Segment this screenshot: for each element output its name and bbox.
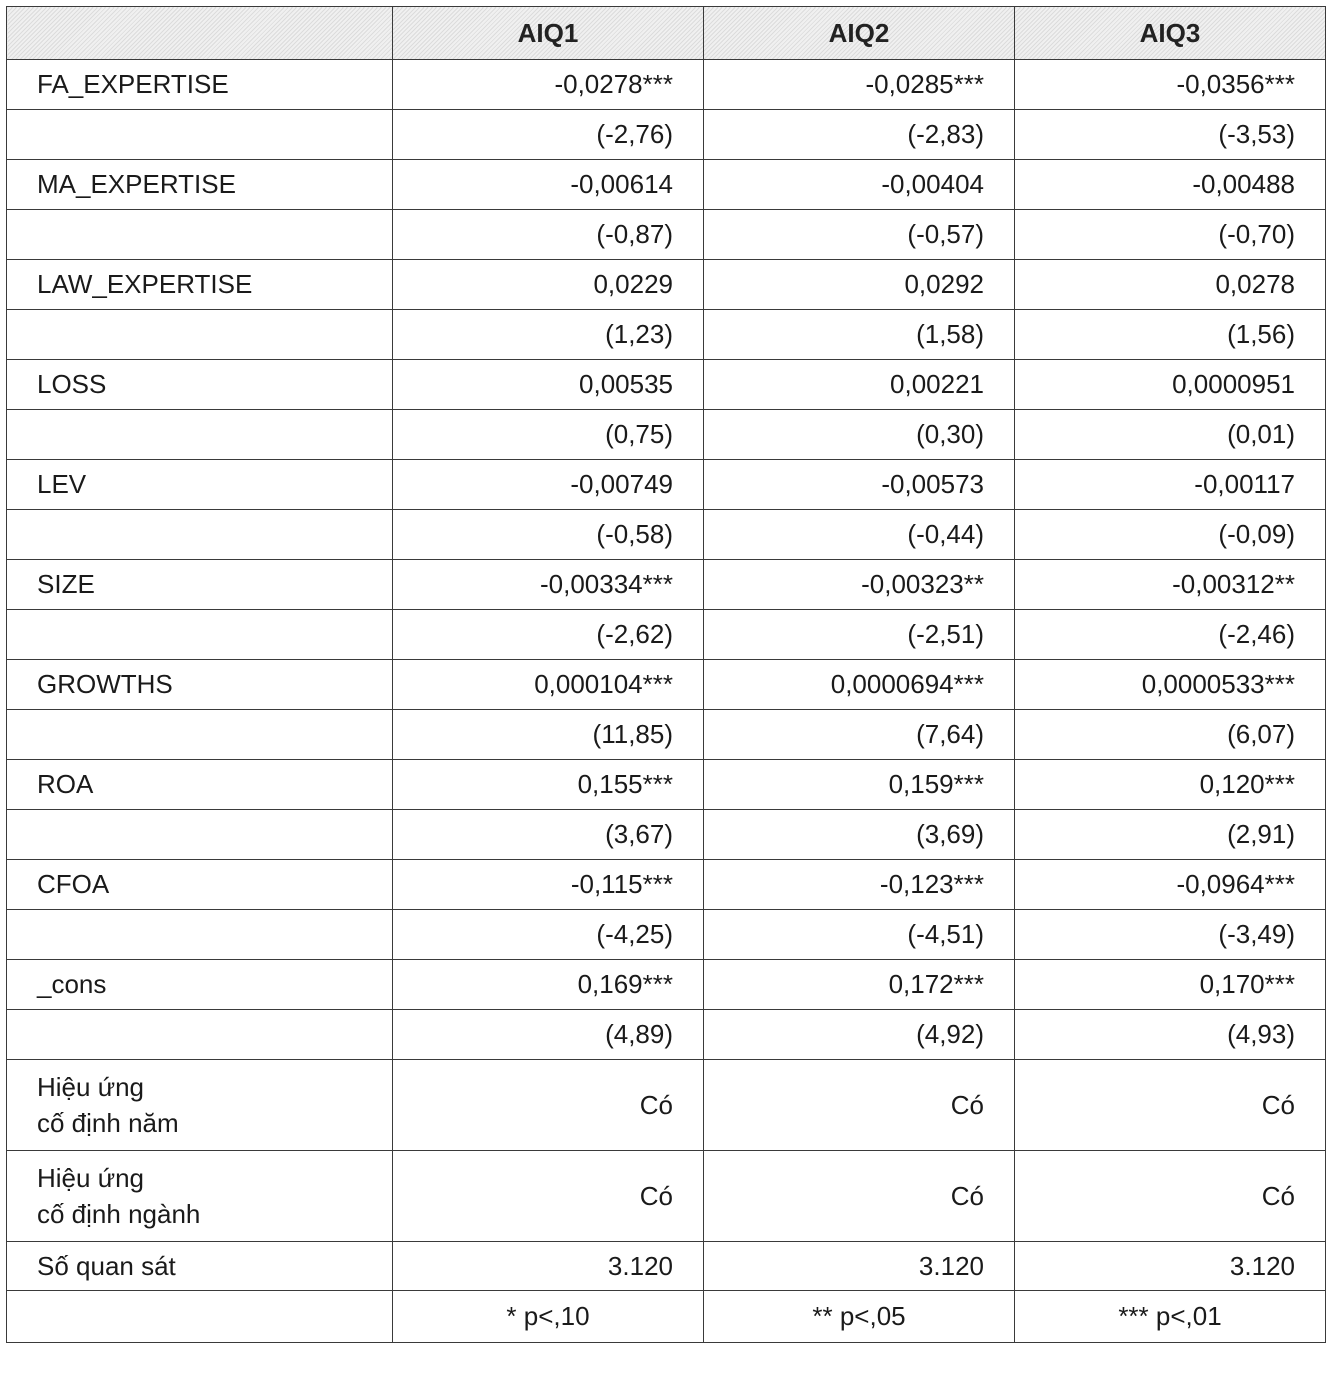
- t-stat-cell: (-2,62): [393, 610, 704, 660]
- tstat-row: [7, 310, 1326, 360]
- observations-value: 3.120: [1015, 1242, 1326, 1291]
- t-stat-cell: (-3,49): [1015, 910, 1326, 960]
- fixed-effect-label: [7, 1060, 393, 1151]
- t-stat-cell: (4,93): [1015, 1010, 1326, 1060]
- coef-cell: 0,0000694***: [704, 660, 1015, 710]
- coef-cell: 0,172***: [704, 960, 1015, 1010]
- coef-cell: -0,00573: [704, 460, 1015, 510]
- coef-row: [7, 260, 1326, 310]
- header-cell-aiq1: AIQ1: [393, 7, 704, 60]
- variable-label: LAW_EXPERTISE: [7, 260, 393, 310]
- coef-cell: -0,00117: [1015, 460, 1326, 510]
- observations-value: 3.120: [393, 1242, 704, 1291]
- coef-row: [7, 160, 1326, 210]
- significance-footnote: * p<,10: [393, 1291, 704, 1343]
- t-stat-cell: (-2,83): [704, 110, 1015, 160]
- t-stat-cell: (7,64): [704, 710, 1015, 760]
- tstat-row: [7, 410, 1326, 460]
- regression-table: [6, 6, 1326, 1343]
- coef-row: [7, 460, 1326, 510]
- observations-row: [7, 1242, 1326, 1291]
- t-stat-cell: (2,91): [1015, 810, 1326, 860]
- empty-label-cell: [7, 210, 393, 260]
- coef-cell: 0,155***: [393, 760, 704, 810]
- variable-label: CFOA: [7, 860, 393, 910]
- t-stat-cell: (-4,25): [393, 910, 704, 960]
- coef-cell: -0,0964***: [1015, 860, 1326, 910]
- significance-footnote: *** p<,01: [1015, 1291, 1326, 1343]
- variable-label: LOSS: [7, 360, 393, 410]
- observations-value: 3.120: [704, 1242, 1015, 1291]
- t-stat-cell: (-4,51): [704, 910, 1015, 960]
- t-stat-cell: (-0,57): [704, 210, 1015, 260]
- empty-label-cell: [7, 1010, 393, 1060]
- t-stat-cell: (0,01): [1015, 410, 1326, 460]
- t-stat-cell: (3,69): [704, 810, 1015, 860]
- t-stat-cell: (3,67): [393, 810, 704, 860]
- empty-label-cell: [7, 110, 393, 160]
- coef-row: [7, 560, 1326, 610]
- fixed-effect-row: [7, 1151, 1326, 1242]
- t-stat-cell: (-0,87): [393, 210, 704, 260]
- coef-cell: -0,00749: [393, 460, 704, 510]
- coef-cell: 0,120***: [1015, 760, 1326, 810]
- coef-row: [7, 660, 1326, 710]
- empty-label-cell: [7, 810, 393, 860]
- coef-cell: -0,00404: [704, 160, 1015, 210]
- significance-footnote: ** p<,05: [704, 1291, 1015, 1343]
- coef-cell: 0,0292: [704, 260, 1015, 310]
- fixed-effect-label-line: Hiệu ứng: [37, 1163, 145, 1193]
- fixed-effect-row: [7, 1060, 1326, 1151]
- observations-label: Số quan sát: [7, 1242, 393, 1291]
- empty-label-cell: [7, 1291, 393, 1343]
- coef-cell: 0,170***: [1015, 960, 1326, 1010]
- t-stat-cell: (-3,53): [1015, 110, 1326, 160]
- coef-cell: -0,115***: [393, 860, 704, 910]
- fixed-effect-label-line: cố định năm: [37, 1108, 179, 1138]
- t-stat-cell: (0,30): [704, 410, 1015, 460]
- t-stat-cell: (4,92): [704, 1010, 1015, 1060]
- fixed-effect-value: Có: [393, 1060, 704, 1151]
- empty-label-cell: [7, 910, 393, 960]
- coef-cell: -0,123***: [704, 860, 1015, 910]
- tstat-row: [7, 710, 1326, 760]
- coef-cell: 0,0000951: [1015, 360, 1326, 410]
- t-stat-cell: (-0,44): [704, 510, 1015, 560]
- tstat-row: [7, 510, 1326, 560]
- t-stat-cell: (-2,46): [1015, 610, 1326, 660]
- fixed-effect-value: Có: [1015, 1151, 1326, 1242]
- coef-row: [7, 960, 1326, 1010]
- tstat-row: [7, 110, 1326, 160]
- variable-label: ROA: [7, 760, 393, 810]
- header-cell-empty: [7, 7, 393, 60]
- coef-row: [7, 860, 1326, 910]
- empty-label-cell: [7, 310, 393, 360]
- tstat-row: [7, 210, 1326, 260]
- header-row: [7, 7, 1326, 60]
- fixed-effect-label-line: Hiệu ứng: [37, 1072, 145, 1102]
- t-stat-cell: (-0,09): [1015, 510, 1326, 560]
- fixed-effect-label: [7, 1151, 393, 1242]
- t-stat-cell: (-2,51): [704, 610, 1015, 660]
- coef-cell: 0,159***: [704, 760, 1015, 810]
- header-cell-aiq3: AIQ3: [1015, 7, 1326, 60]
- footnote-row: [7, 1291, 1326, 1343]
- fixed-effect-label-line: cố định ngành: [37, 1199, 201, 1229]
- coef-row: [7, 360, 1326, 410]
- coef-cell: 0,00535: [393, 360, 704, 410]
- variable-label: MA_EXPERTISE: [7, 160, 393, 210]
- empty-label-cell: [7, 610, 393, 660]
- empty-label-cell: [7, 710, 393, 760]
- table-body: [7, 60, 1326, 1343]
- coef-cell: -0,0278***: [393, 60, 704, 110]
- fixed-effect-value: Có: [1015, 1060, 1326, 1151]
- t-stat-cell: (11,85): [393, 710, 704, 760]
- variable-label: LEV: [7, 460, 393, 510]
- fixed-effect-value: Có: [704, 1060, 1015, 1151]
- coef-cell: 0,0000533***: [1015, 660, 1326, 710]
- empty-label-cell: [7, 510, 393, 560]
- tstat-row: [7, 910, 1326, 960]
- t-stat-cell: (-2,76): [393, 110, 704, 160]
- coef-cell: 0,000104***: [393, 660, 704, 710]
- coef-cell: 0,169***: [393, 960, 704, 1010]
- fixed-effect-value: Có: [704, 1151, 1015, 1242]
- tstat-row: [7, 810, 1326, 860]
- coef-cell: -0,00334***: [393, 560, 704, 610]
- variable-label: _cons: [7, 960, 393, 1010]
- coef-cell: -0,00488: [1015, 160, 1326, 210]
- coef-cell: -0,00323**: [704, 560, 1015, 610]
- t-stat-cell: (-0,58): [393, 510, 704, 560]
- coef-cell: -0,00614: [393, 160, 704, 210]
- variable-label: GROWTHS: [7, 660, 393, 710]
- header-cell-aiq2: AIQ2: [704, 7, 1015, 60]
- coef-cell: 0,0229: [393, 260, 704, 310]
- t-stat-cell: (1,58): [704, 310, 1015, 360]
- t-stat-cell: (1,23): [393, 310, 704, 360]
- t-stat-cell: (0,75): [393, 410, 704, 460]
- coef-cell: 0,00221: [704, 360, 1015, 410]
- coef-cell: -0,0285***: [704, 60, 1015, 110]
- tstat-row: [7, 1010, 1326, 1060]
- coef-cell: 0,0278: [1015, 260, 1326, 310]
- coef-cell: -0,00312**: [1015, 560, 1326, 610]
- coef-row: [7, 760, 1326, 810]
- coef-row: [7, 60, 1326, 110]
- tstat-row: [7, 610, 1326, 660]
- t-stat-cell: (4,89): [393, 1010, 704, 1060]
- coef-cell: -0,0356***: [1015, 60, 1326, 110]
- t-stat-cell: (-0,70): [1015, 210, 1326, 260]
- t-stat-cell: (6,07): [1015, 710, 1326, 760]
- t-stat-cell: (1,56): [1015, 310, 1326, 360]
- variable-label: FA_EXPERTISE: [7, 60, 393, 110]
- fixed-effect-value: Có: [393, 1151, 704, 1242]
- empty-label-cell: [7, 410, 393, 460]
- variable-label: SIZE: [7, 560, 393, 610]
